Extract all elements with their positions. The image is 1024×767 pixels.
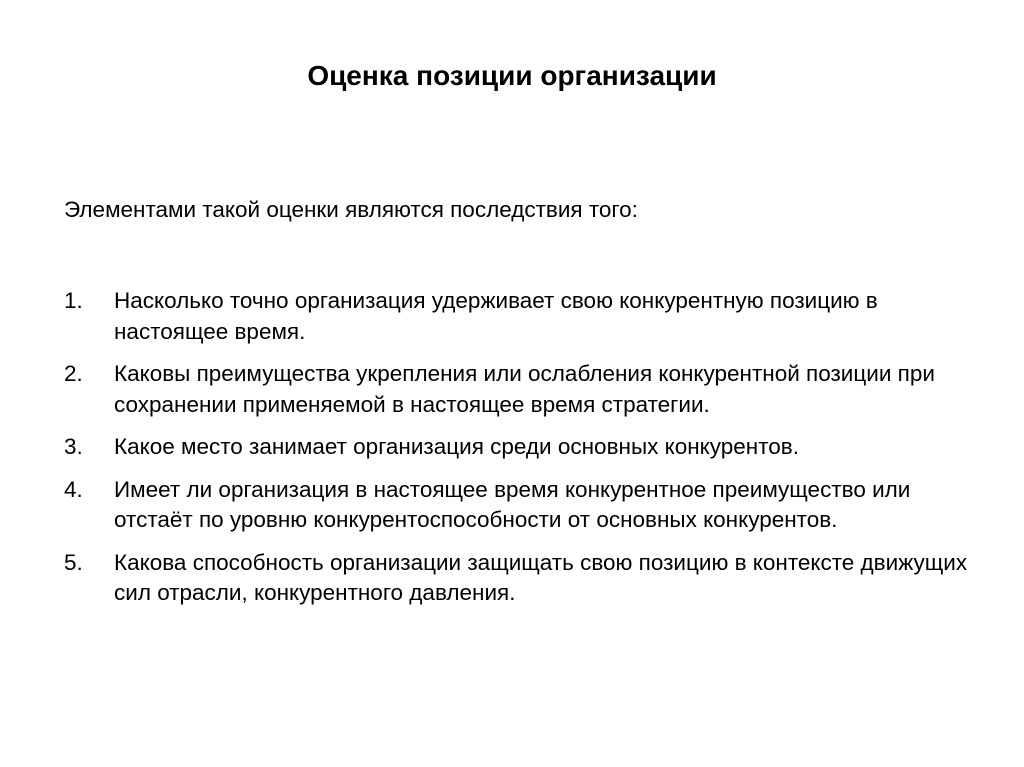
item-number: 3. <box>64 434 83 459</box>
item-number: 5. <box>64 549 83 575</box>
item-text: Имеет ли организация в настоящее время конкурентное преимущество или отстаёт по уровню конкурентоспособности от основных конкурентов. <box>114 476 911 532</box>
list-item <box>64 286 994 347</box>
item-number: 4. <box>64 476 83 502</box>
list-item <box>64 359 994 420</box>
list-item <box>64 548 994 609</box>
item-text: Какое место занимает организация среди основных конкурентов. <box>114 434 799 459</box>
slide-title: Оценка позиции организации <box>307 60 717 91</box>
item-text: Какова способность организации защищать свою позицию в контексте движущих сил отрасли, конкурентного давления. <box>114 549 968 605</box>
item-text: Насколько точно организация удерживает свою конкурентную позицию в настоящее время. <box>114 288 878 344</box>
item-text: Каковы преимущества укрепления или ослабления конкурентной позиции при сохранении применяемой в настоящее время стратегии. <box>114 361 935 417</box>
intro-text: Элементами такой оценки являются последствия того: <box>64 197 638 222</box>
list-item <box>64 475 994 536</box>
list-item <box>64 432 994 463</box>
item-number: 2. <box>64 361 83 386</box>
numbered-list <box>64 286 994 621</box>
item-number: 1. <box>64 288 83 313</box>
